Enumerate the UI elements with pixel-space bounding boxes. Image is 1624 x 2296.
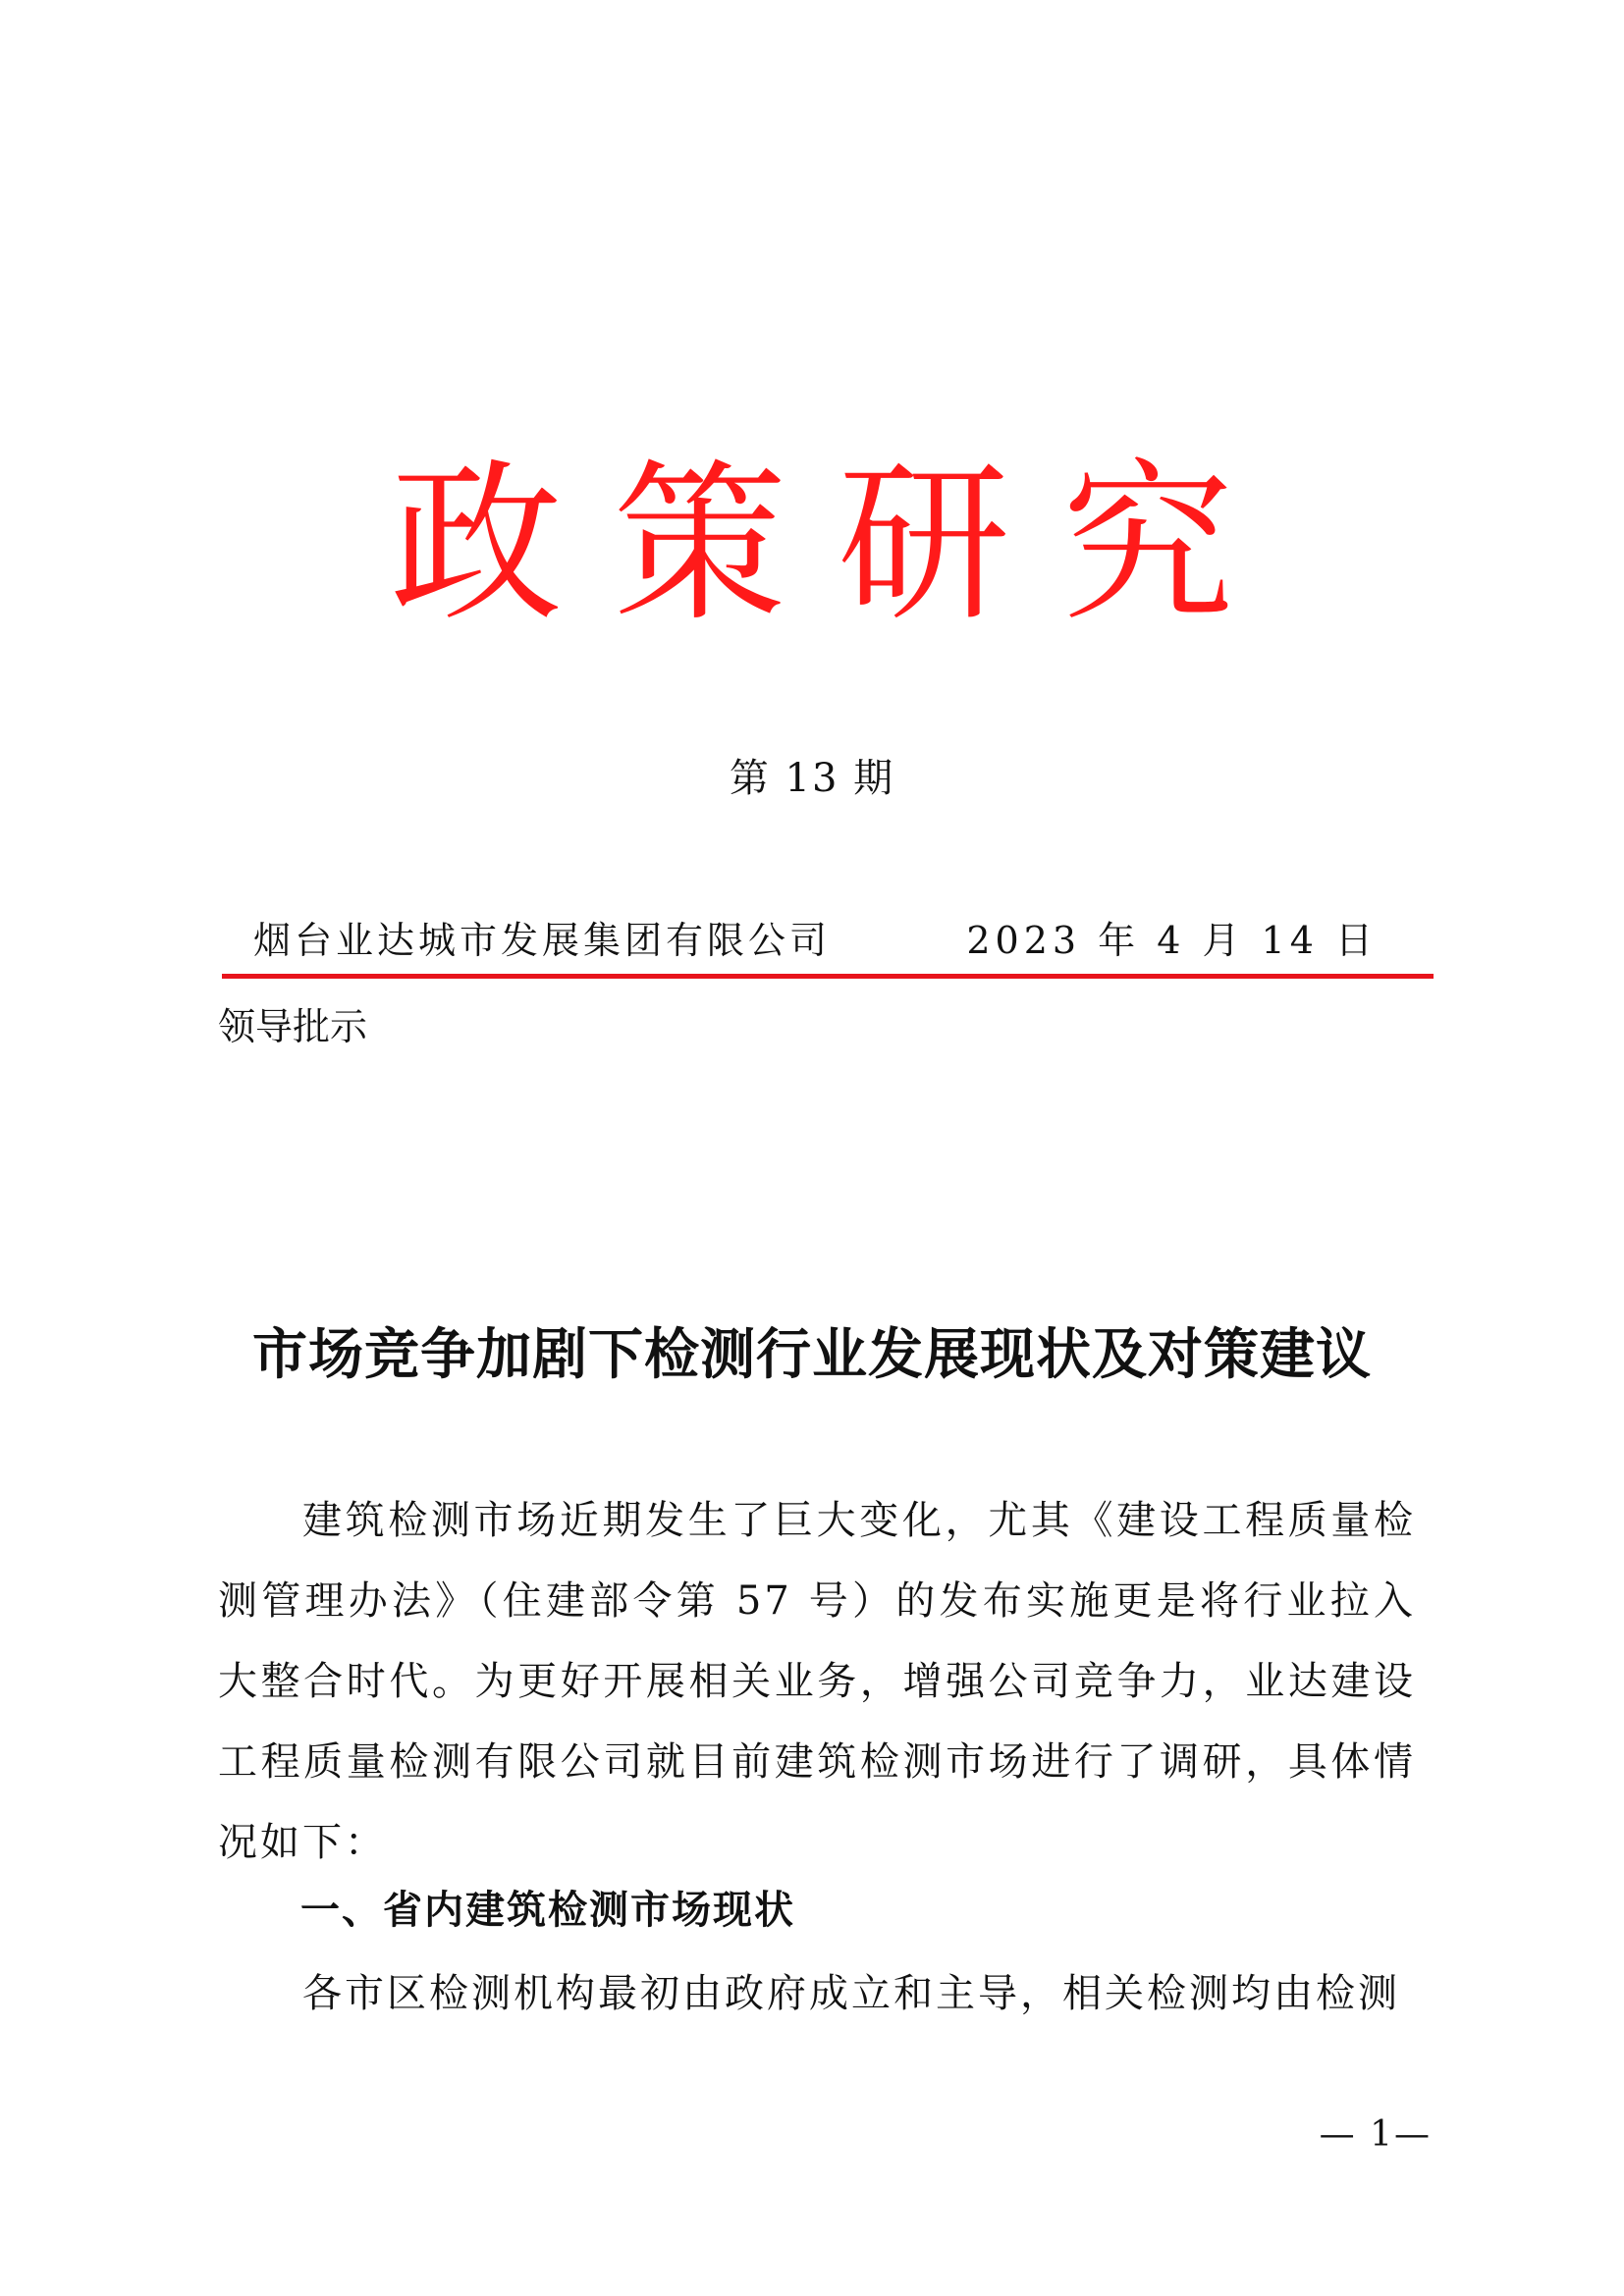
red-divider: [222, 974, 1434, 979]
masthead-title: 政策研究: [389, 444, 1285, 645]
issue-number: 第 13 期: [729, 756, 895, 801]
section-heading: 一、省内建筑检测市场现状: [300, 1888, 795, 1933]
intro-paragraph: 建筑检测市场近期发生了巨大变化，尤其《建设工程质量检测管理办法》（住建部令第 57 号）的发布实施更是将行业拉入大整合时代。为更好开展相关业务，增强公司竞争力，业达建设工程质量检测有限公司就目前建筑检测市场进行了调研，具体情况如下：: [218, 1498, 1416, 1865]
issuer-name: 烟台业达城市发展集团有限公司: [253, 919, 832, 962]
issuer-row: [253, 911, 1432, 970]
article-title: 市场竞争加剧下检测行业发展现状及对策建议: [252, 1322, 1372, 1387]
page-number: — 1—: [1319, 2114, 1432, 2155]
section-paragraph: 各市区检测机构最初由政府成立和主导，相关检测均由检测: [302, 1971, 1400, 2016]
issue-date: 2023 年 4 月 14 日: [966, 919, 1378, 962]
leader-instructions-label: 领导批示: [218, 1005, 368, 1048]
